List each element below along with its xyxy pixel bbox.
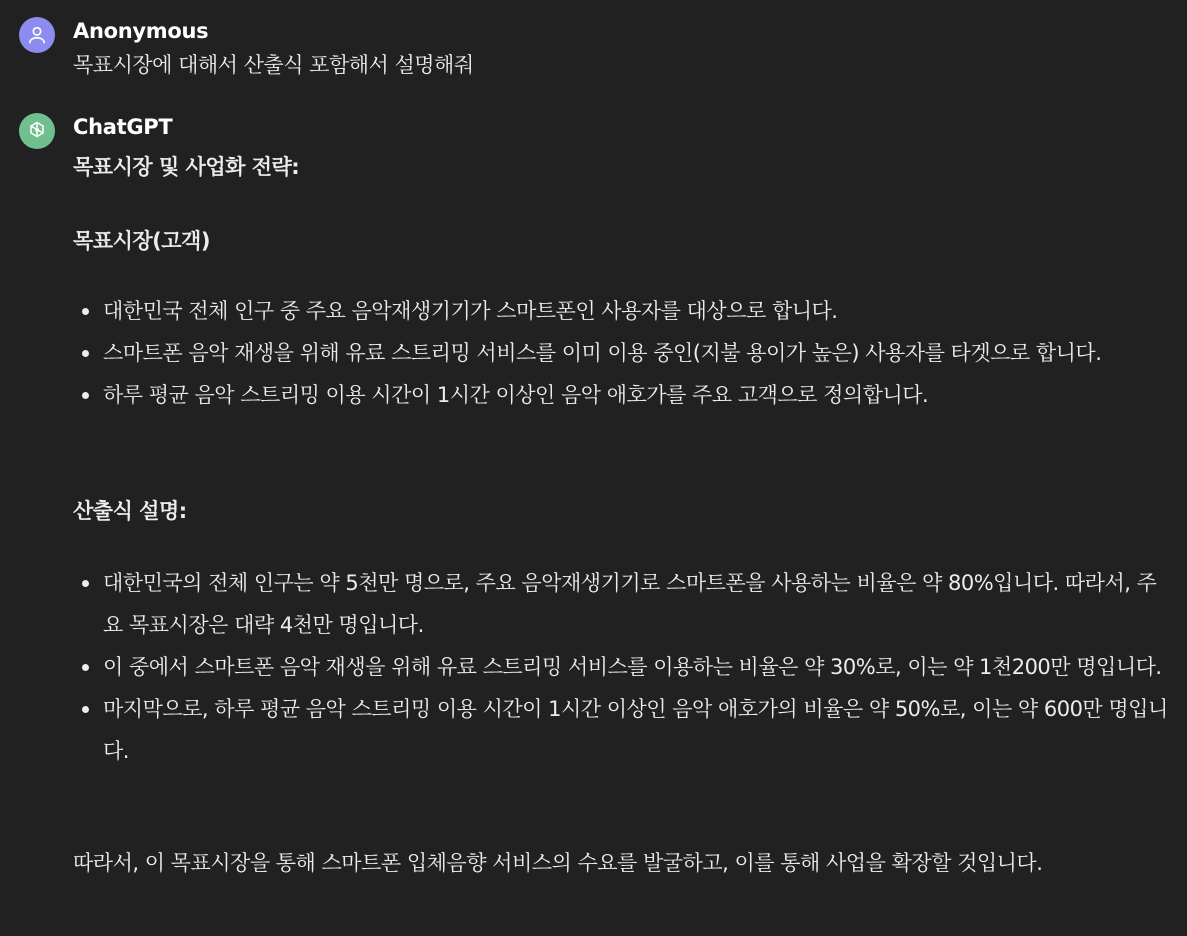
target-market-list bbox=[73, 290, 1173, 416]
section-heading-formula: 산출식 설명: bbox=[73, 499, 187, 523]
user-icon bbox=[26, 24, 48, 46]
conclusion-paragraph: 따라서, 이 목표시장을 통해 스마트폰 입체음향 서비스의 수요를 발굴하고, 이를 통해 사업을 확장할 것입니다. bbox=[73, 851, 1043, 875]
formula-list bbox=[73, 562, 1173, 772]
section-heading-strategy: 목표시장 및 사업화 전략: bbox=[73, 155, 300, 179]
list-item: 대한민국의 전체 인구는 약 5천만 명으로, 주요 음악재생기기로 스마트폰을 사용하는 비율은 약 80%입니다. 따라서, 주요 목표시장은 대략 4천만 명입니다. bbox=[73, 562, 1173, 646]
assistant-message bbox=[0, 113, 1187, 936]
assistant-author-name: ChatGPT bbox=[73, 115, 173, 139]
list-item: 스마트폰 음악 재생을 위해 유료 스트리밍 서비스를 이미 이용 중인(지불 용이가 높은) 사용자를 타겟으로 합니다. bbox=[73, 332, 1173, 374]
openai-logo-icon bbox=[25, 119, 49, 143]
section-heading-target-market: 목표시장(고객) bbox=[73, 229, 210, 253]
list-item: 마지막으로, 하루 평균 음악 스트리밍 이용 시간이 1시간 이상인 음악 애호가의 비율은 약 50%로, 이는 약 600만 명입니다. bbox=[73, 688, 1173, 772]
chatgpt-avatar bbox=[19, 113, 55, 149]
list-item: 대한민국 전체 인구 중 주요 음악재생기기가 스마트폰인 사용자를 대상으로 합니다. bbox=[73, 290, 1173, 332]
list-item: 이 중에서 스마트폰 음악 재생을 위해 유료 스트리밍 서비스를 이용하는 비율은 약 30%로, 이는 약 1천200만 명입니다. bbox=[73, 646, 1173, 688]
user-author-name: Anonymous bbox=[73, 19, 209, 43]
user-avatar bbox=[19, 17, 55, 53]
list-item: 하루 평균 음악 스트리밍 이용 시간이 1시간 이상인 음악 애호가를 주요 고객으로 정의합니다. bbox=[73, 374, 1173, 416]
user-message-text: 목표시장에 대해서 산출식 포함해서 설명해줘 bbox=[73, 53, 474, 77]
